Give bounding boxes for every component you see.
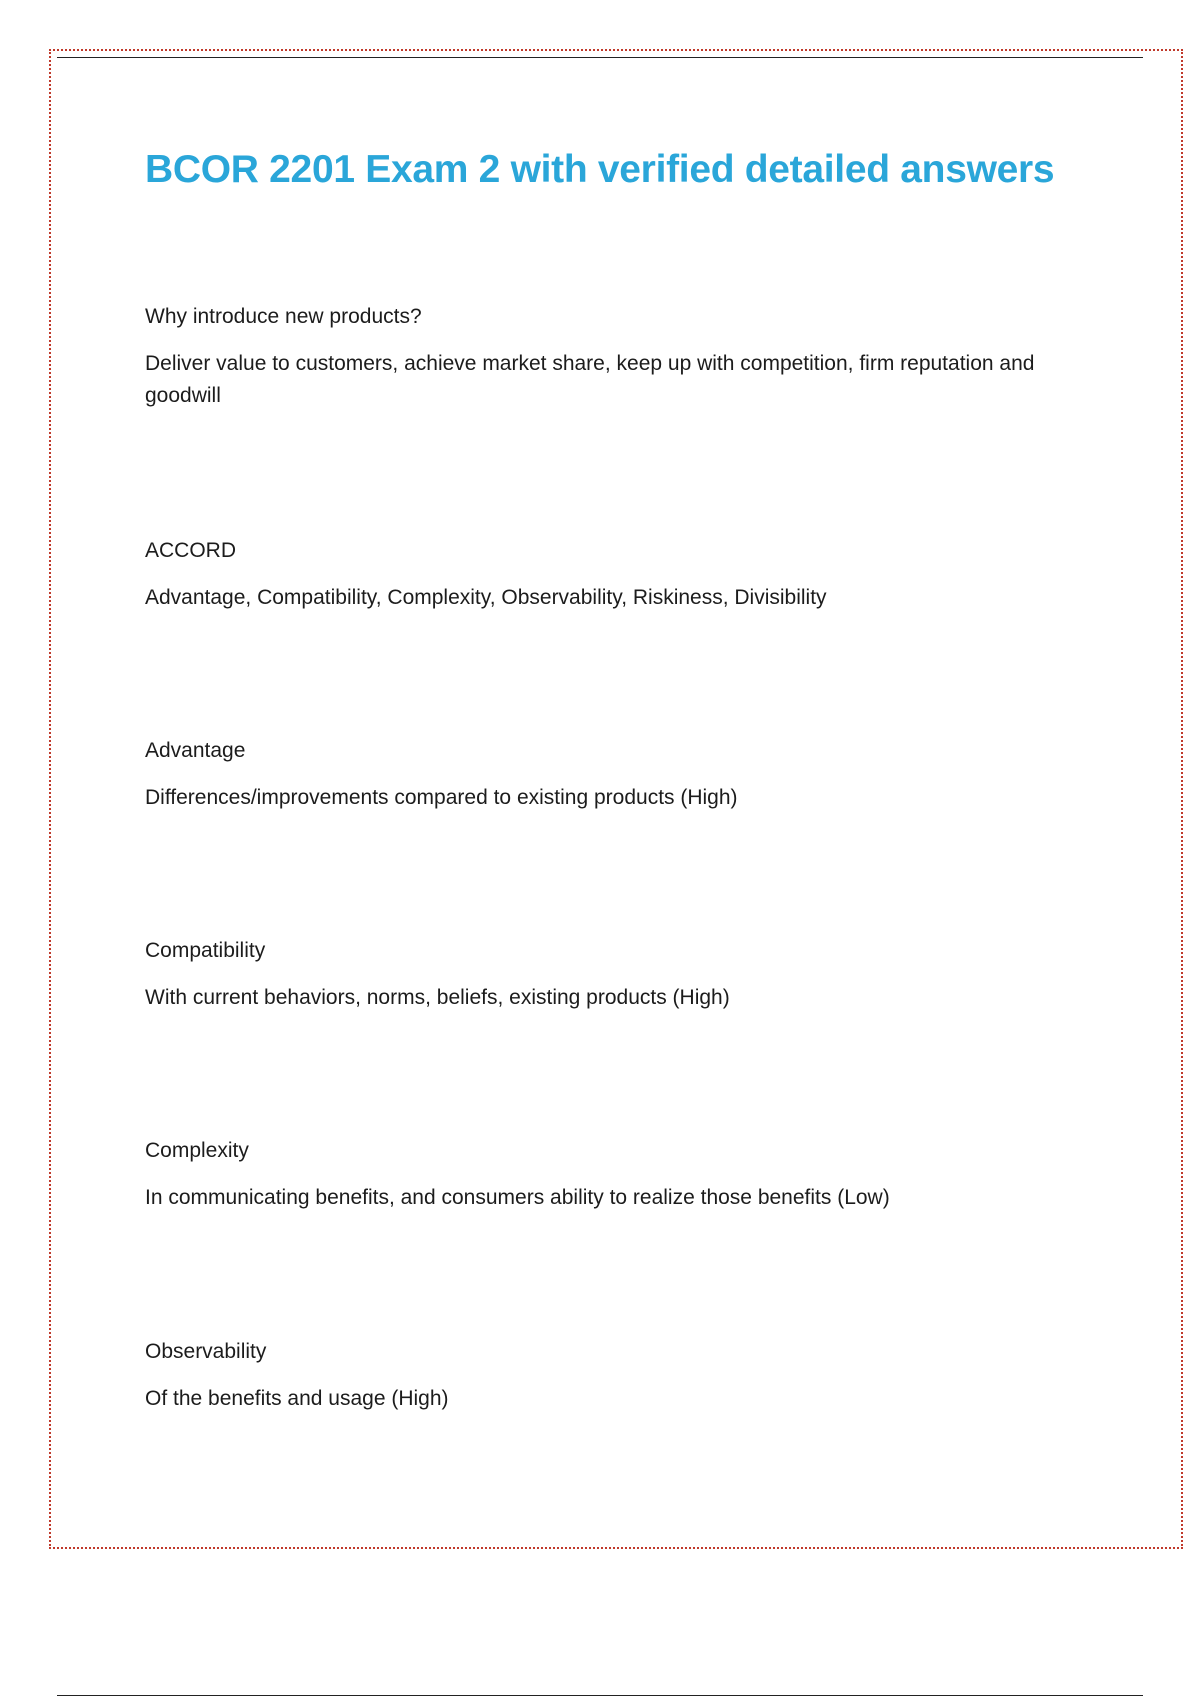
question-text: Complexity <box>145 1139 249 1162</box>
answer-text: In communicating benefits, and consumers ability to realize those benefits (Low) <box>145 1186 890 1209</box>
question-text: Compatibility <box>145 939 266 962</box>
document-title: BCOR 2201 Exam 2 with verified detailed answers <box>145 148 1055 191</box>
qa-item <box>145 536 1080 614</box>
answer-text: Advantage, Compatibility, Complexity, Observability, Riskiness, Divisibility <box>145 586 827 609</box>
question-text: Observability <box>145 1340 267 1363</box>
qa-item <box>145 1337 1080 1415</box>
qa-item <box>145 302 1080 412</box>
answer-text: With current behaviors, norms, beliefs, existing products (High) <box>145 986 730 1009</box>
answer-text: Differences/improvements compared to existing products (High) <box>145 786 738 809</box>
answer-text: Of the benefits and usage (High) <box>145 1387 449 1410</box>
qa-item <box>145 736 1080 814</box>
footer-rule <box>57 1695 1143 1696</box>
qa-item <box>145 1136 1080 1214</box>
question-text: ACCORD <box>145 539 237 562</box>
qa-item <box>145 936 1080 1014</box>
header-rule <box>57 57 1143 58</box>
answer-text: Deliver value to customers, achieve market share, keep up with competition, firm reputation and goodwill <box>145 352 1035 407</box>
question-text: Advantage <box>145 739 246 762</box>
question-text: Why introduce new products? <box>145 305 422 328</box>
